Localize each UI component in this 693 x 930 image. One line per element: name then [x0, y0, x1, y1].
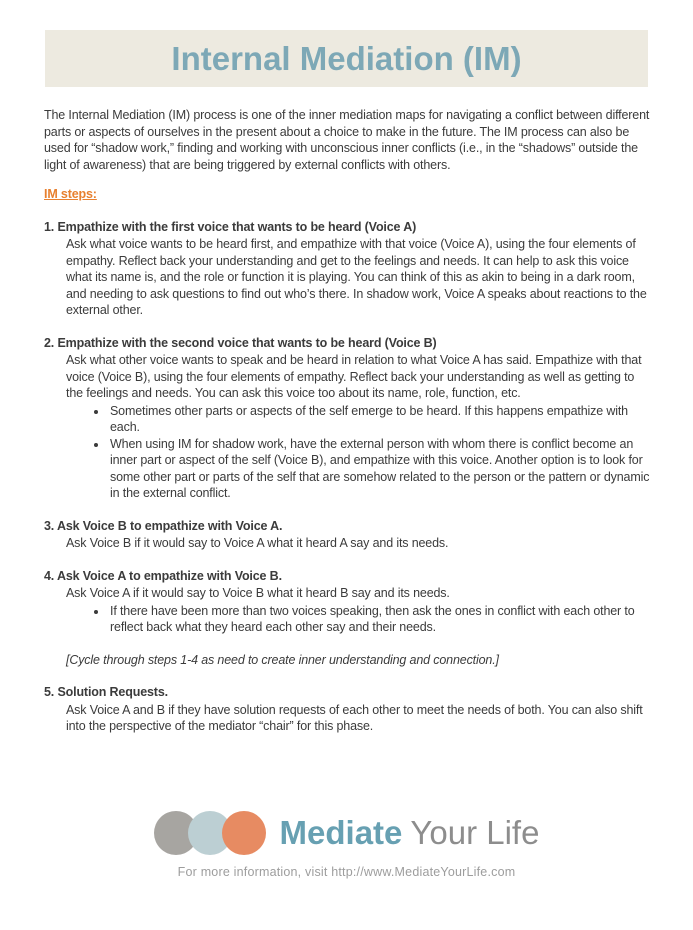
- brand-name-secondary: Your Life: [410, 814, 540, 851]
- document-page: [0, 30, 693, 880]
- step-2-body: Ask what other voice wants to speak and be heard in relation to what Voice A has said. Empathize with that voice (Voice B), using the four elements of empathy. Reflect back your understanding as well as getting to the feelings and needs. You can ask this voice too about its name, role, function, etc.: [66, 353, 642, 400]
- brand-wordmark: [280, 816, 540, 849]
- title-banner: [45, 30, 648, 87]
- step-1-heading: 1. Empathize with the first voice that wants to be heard (Voice A): [44, 219, 417, 234]
- step-3-heading: 3. Ask Voice B to empathize with Voice A.: [44, 518, 283, 533]
- step-4: [44, 568, 650, 636]
- logo-circles-icon: [154, 811, 266, 855]
- step-1: [44, 219, 650, 319]
- bullet-item: • When using IM for shadow work, have the external person with whom there is conflict become an inner part or aspect of the self (Voice B), and empathize with this voice. Another option is to look for some other part or parts of the self that are somehow related to the person or the pattern or dynamic in the external conflict.: [108, 436, 650, 502]
- cycle-note: [Cycle through steps 1-4 as need to create inner understanding and connection.]: [66, 652, 499, 667]
- step-2: [44, 335, 650, 502]
- brand-name-primary: Mediate: [279, 814, 403, 851]
- step-4-bullets: [66, 603, 650, 636]
- step-4-heading: 4. Ask Voice A to empathize with Voice B.: [44, 568, 282, 583]
- orange-circle-icon: [222, 811, 266, 855]
- bullet-item: • If there have been more than two voices speaking, then ask the ones in conflict with each other to reflect back what they heard each other say and their needs.: [108, 603, 650, 636]
- step-3: [44, 518, 650, 552]
- footer-tagline: For more information, visit http://www.MediateYourLife.com: [177, 864, 516, 879]
- brand-logo: [0, 811, 693, 855]
- bullet-item: • Sometimes other parts or aspects of the self emerge to be heard. If this happens empathize with each.: [108, 403, 650, 436]
- footer: [0, 811, 693, 881]
- step-2-heading: 2. Empathize with the second voice that wants to be heard (Voice B): [44, 335, 437, 350]
- step-5-heading: 5. Solution Requests.: [44, 685, 168, 699]
- step-4-body: Ask Voice A if it would say to Voice B what it heard B say and its needs.: [66, 586, 450, 600]
- document-content: [0, 107, 693, 735]
- page-title: Internal Mediation (IM): [171, 40, 522, 77]
- step-2-bullets: [66, 403, 650, 502]
- im-steps-label: IM steps:: [44, 187, 97, 201]
- step-5-body: Ask Voice A and B if they have solution requests of each other to meet the needs of both. You can also shift into the perspective of the mediator “chair” for this phase.: [66, 702, 643, 733]
- step-5: [44, 684, 650, 735]
- step-1-body: Ask what voice wants to be heard first, and empathize with that voice (Voice A), using the four elements of empathy. Reflect back your understanding and get to the feelings and needs. It can help to ask this voice what its name is, and the role or function it is playing. You can think of this as akin to being in a dark room, and needing to ask questions to find out who’s there. In shadow work, Voice A speaks about reactions to the external other.: [66, 237, 647, 317]
- step-3-body: Ask Voice B if it would say to Voice A what it heard A say and its needs.: [66, 536, 449, 550]
- intro-paragraph: The Internal Mediation (IM) process is one of the inner mediation maps for navigating a conflict between different parts or aspects of ourselves in the present about a choice to make in the future. The IM process can also be used for “shadow work,” finding and working with unconscious inner conflicts (i.e., in the “shadows” outside the light of awareness) that are being triggered by external conflicts with others.: [44, 108, 650, 172]
